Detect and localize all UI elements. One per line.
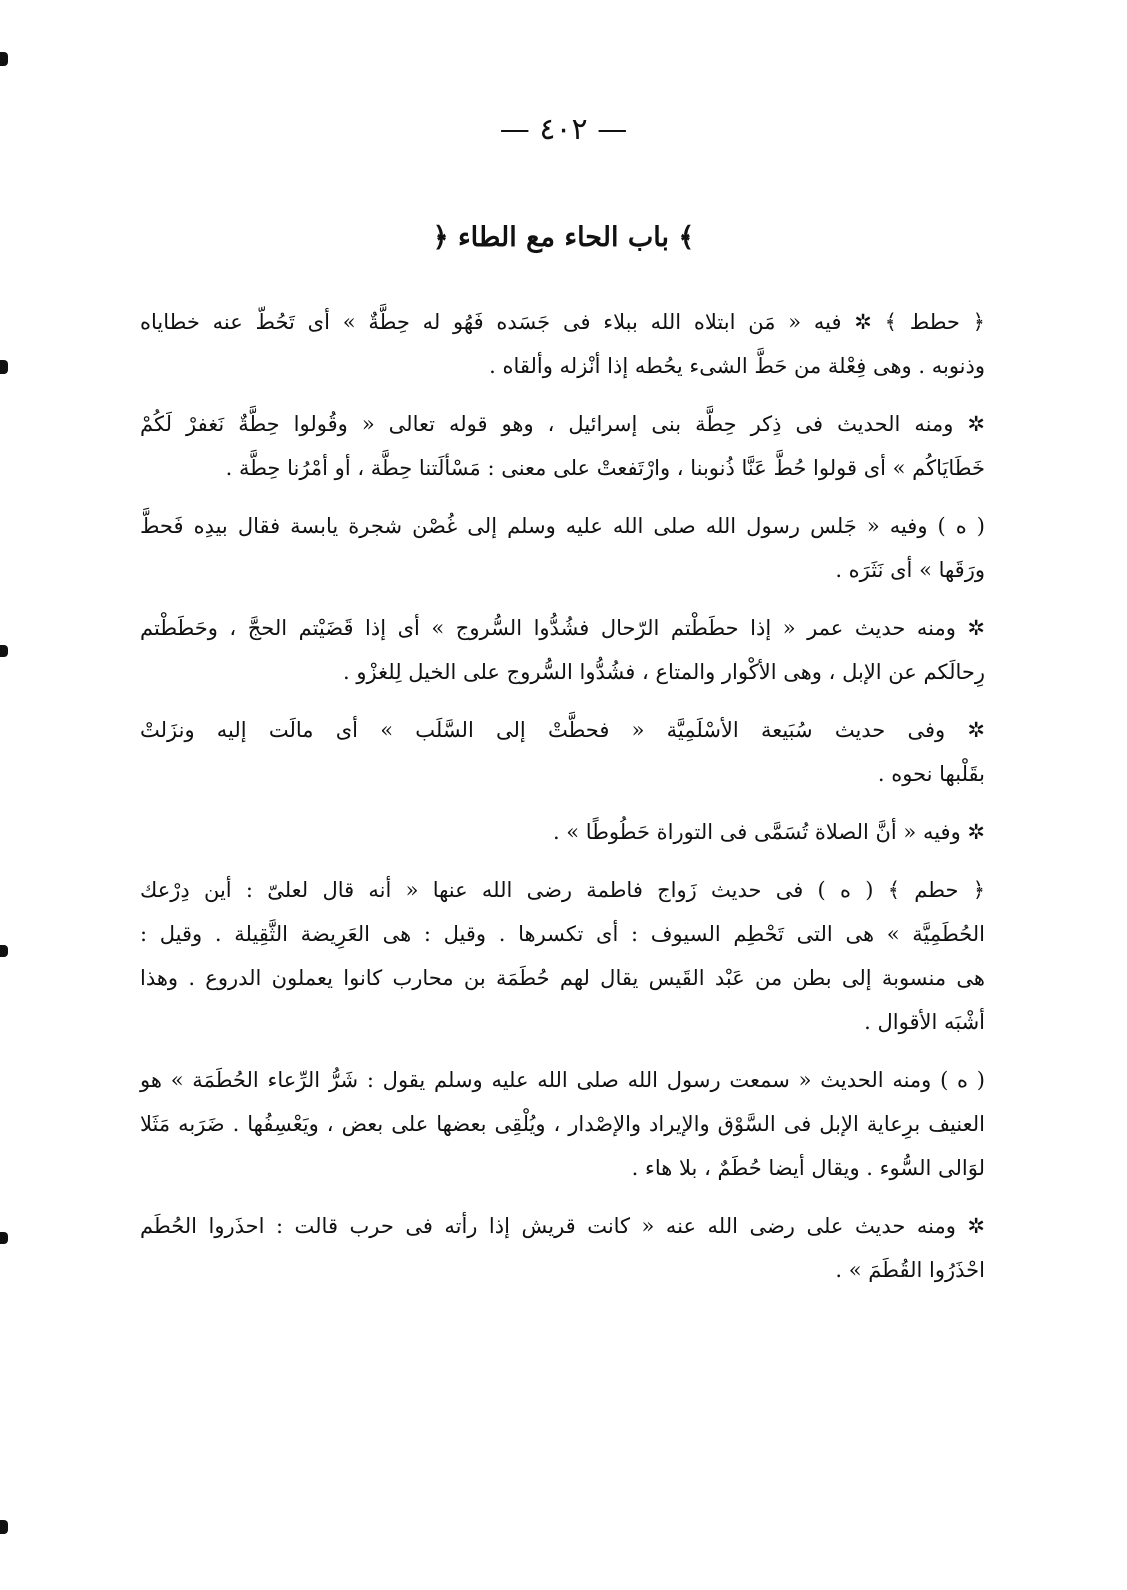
paragraph <box>140 708 985 796</box>
text-line: العنيف برِعاية الإبل فى السَّوْق والإيراد والإصْدار ، ويُلْقِى بعضها على بعض ، ويَعْسِفُها . ضَرَبه مَثَلا <box>140 1112 985 1136</box>
paragraph <box>140 868 985 1044</box>
text-line: ✲ ومنه الحديث فى ذِكر حِطَّة بنى إسرائيل ، وهو قوله تعالى « وقُولوا حِطَّةٌ نَغفرْ لَكُمْ <box>140 412 985 436</box>
text-line: ✲ ومنه حديث عمر « إذا حطَطْتم الرّحال فشُدُّوا السُّروج » أى إذا قَضَيْتم الحجَّ ، وحَطَطْتم <box>140 616 985 640</box>
text-line: وذنوبه . وهى فِعْلة من حَطَّ الشىء يحُطه إذا أنْزله وألقاه . <box>489 354 985 378</box>
text-line: رِحالَكم عن الإبل ، وهى الأكْوار والمتاع ، فشُدُّوا السُّروج على الخيل لِلغزْو . <box>343 660 985 684</box>
paragraph <box>140 504 985 592</box>
paragraph <box>140 402 985 490</box>
scan-edge-mark <box>0 1520 8 1534</box>
scan-edge-mark <box>0 1232 8 1244</box>
text-line: لوَالى السُّوء . ويقال أيضا حُطَمٌ ، بلا هاء . <box>631 1156 985 1180</box>
paragraph <box>140 1058 985 1190</box>
text-line: ورَقَها » أى نَثَرَه . <box>835 558 985 582</box>
text-line: ( ه ) ومنه الحديث « سمعت رسول الله صلى الله عليه وسلم يقول : شَرُّ الرِّعاء الحُطَمَة » هو <box>140 1068 985 1092</box>
page-number: — ٤٠٢ — <box>499 112 628 147</box>
text-line: احْذَرُوا القُطَمَ » . <box>835 1258 985 1282</box>
scan-edge-mark <box>0 645 8 657</box>
text-line: ✲ ومنه حديث على رضى الله عنه « كانت قريش إذا رأته فى حرب قالت : احذَروا الحُطَم <box>140 1214 985 1238</box>
chapter-title: ﴿ باب الحاء مع الطاء ﴾ <box>432 222 695 253</box>
scan-edge-mark <box>0 360 8 374</box>
text-line: ﴿ حطط ﴾ ✲ فيه « مَن ابتلاه الله ببلاء فى جَسَده فَهُو له حِطَّةٌ » أى تَحُطّ عنه خطاياه <box>140 310 985 334</box>
scan-edge-mark <box>0 52 8 66</box>
text-line: ✲ وفى حديث سُبَيعة الأسْلَمِيَّة « فحطَّتْ إلى السَّلَب » أى مالَت إليه ونزَلتْ <box>140 718 985 742</box>
text-line: ✲ وفيه « أنَّ الصلاة تُسَمَّى فى التوراة حَطُوطًا » . <box>552 820 985 844</box>
text-line: الحُطَمِيَّة » هى التى تَحْطِم السيوف : أى تكسرها . وقيل : هى العَرِيضة الثَّقِيلة . وقيل : <box>140 922 985 946</box>
scan-edge-mark <box>0 945 8 957</box>
text-line: ( ه ) وفيه « جَلس رسول الله صلى الله عليه وسلم إلى غُصْن شجرة يابسة فقال بيدِه فَحطَّ <box>140 514 985 538</box>
text-line: أشْبَه الأقوال . <box>864 1010 985 1034</box>
text-line: هى منسوبة إلى بطن من عَبْد القَيس يقال لهم حُطَمَة بن محارب كانوا يعملون الدروع . وهذا <box>140 966 985 990</box>
text-line: بقَلْبها نحوه . <box>877 762 985 786</box>
paragraph <box>140 300 985 388</box>
paragraph <box>140 606 985 694</box>
body-text <box>140 300 985 1306</box>
paragraph <box>140 810 985 854</box>
text-line: ﴿ حطم ﴾ ( ه ) فى حديث زَواج فاطمة رضى الله عنها « أنه قال لعلىّ : أين دِرْعك <box>140 878 985 902</box>
text-line: خَطَايَاكُم » أى قولوا حُطَّ عَنَّا ذُنوبنا ، وارْتَفعتْ على معنى : مَسْألَتنا حِطَّة ، أو أمْرُنا حِطَّة . <box>225 456 985 480</box>
paragraph <box>140 1204 985 1292</box>
